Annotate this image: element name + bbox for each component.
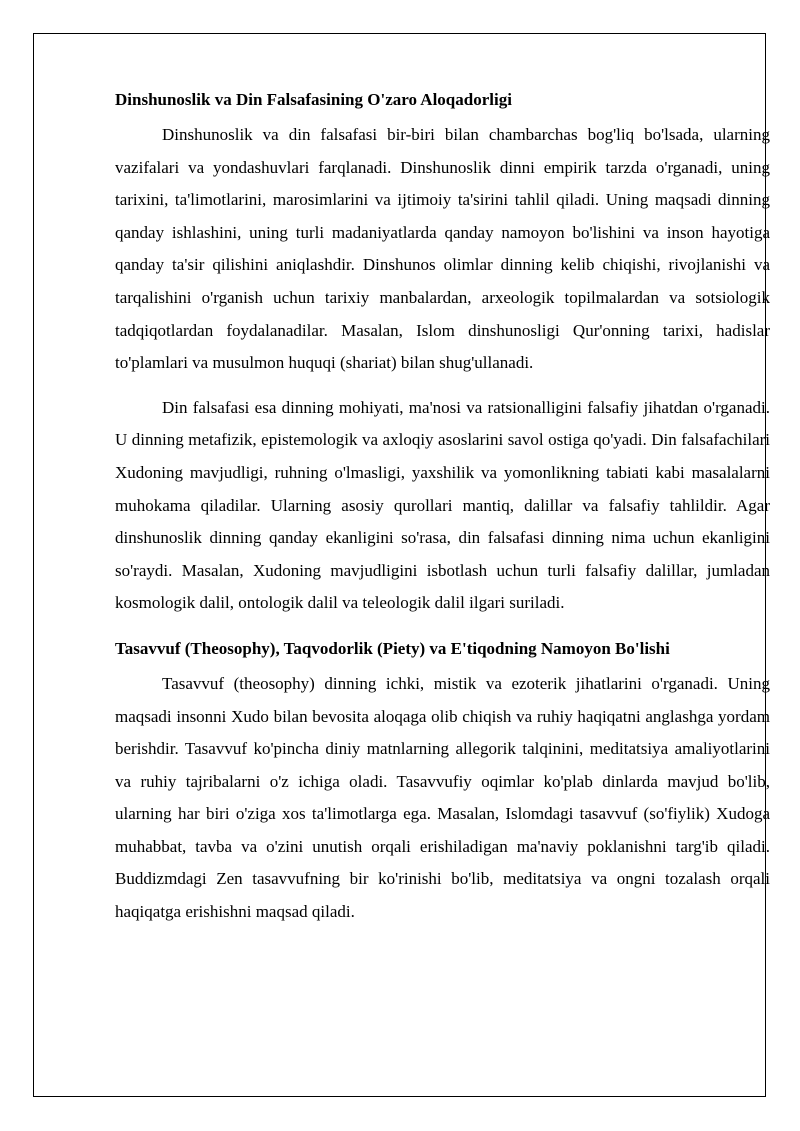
paragraph-2: Din falsafasi esa dinning mohiyati, ma'nosi va ratsionalligini falsafiy jihatdan o'rganadi. U dinning metafizik, epistemologik va axloqiy asoslarini savol ostiga qo'yadi. Din falsafachilari Xudoning mavjudligi, ruhning o'lmasligi, yaxshilik va yomonlikning tabiati kabi masalalarni muhokama qiladilar. Ularning asosiy qurollari mantiq, dalillar va falsafiy tahlildir. Agar dinshunoslik dinning qanday ekanligini so'rasa, din falsafasi dinning nima uchun ekanligini so'raydi. Masalan, Xudoning mavjudligini isbotlash uchun turli falsafiy dalillar, jumladan kosmologik dalil, ontologik dalil va teleologik dalil ilgari suriladi. [115, 397, 770, 613]
paragraph-1: Dinshunoslik va din falsafasi bir-biri bilan chambarchas bog'liq bo'lsada, ularning vazifalari va yondashuvlari farqlanadi. Dinshunoslik dinni empirik tarzda o'rganadi, uning tarixini, ta'limotlarini, marosimlarini va ijtimoiy ta'sirini tahlil qiladi. Uning maqsadi dinning qanday ishlashini, uning turli madaniyatlarda qanday namoyon bo'lishini va inson hayotiga qanday ta'sir qilishini aniqlashdir. Dinshunos olimlar dinning kelib chiqishi, rivojlanishi va tarqalishini o'rganish uchun tarixiy manbalardan, arxeologik topilmalardan va sotsiologik tadqiqotlardan foydalanadilar. Masalan, Islom dinshunosligi Qur'onning tarixi, hadislar to'plamlari va musulmon huquqi (shariat) bilan shug'ullanadi. [115, 125, 770, 373]
document-body [115, 84, 770, 929]
paragraph-3: Tasavvuf (theosophy) dinning ichki, mistik va ezoterik jihatlarini o'rganadi. Uning maqsadi insonni Xudo bilan bevosita aloqaga olib chiqish va ruhiy haqiqatni anglashga yordam berishdir. Tasavvuf ko'pincha diniy matnlarning allegorik talqinini, meditatsiya amaliyotlarini va ruhiy tajribalarni o'z ichiga oladi. Tasavvufiy oqimlar ko'plab dinlarda mavjud bo'lib, ularning har biri o'ziga xos ta'limotlarga ega. Masalan, Islomdagi tasavvuf (so'fiylik) Xudoga muhabbat, tavba va o'zini unutish orqali erishiladigan ma'naviy poklanishni targ'ib qiladi. Buddizmdagi Zen tasavvufning bir ko'rinishi bo'lib, meditatsiya va ongni tozalash orqali haqiqatga erishishni maqsad qiladi. [115, 673, 770, 922]
section-heading-1: Dinshunoslik va Din Falsafasining O'zaro Aloqadorligi [115, 90, 512, 109]
section-heading-2: Tasavvuf (Theosophy), Taqvodorlik (Piety) va E'tiqodning Namoyon Bo'lishi [115, 638, 670, 658]
